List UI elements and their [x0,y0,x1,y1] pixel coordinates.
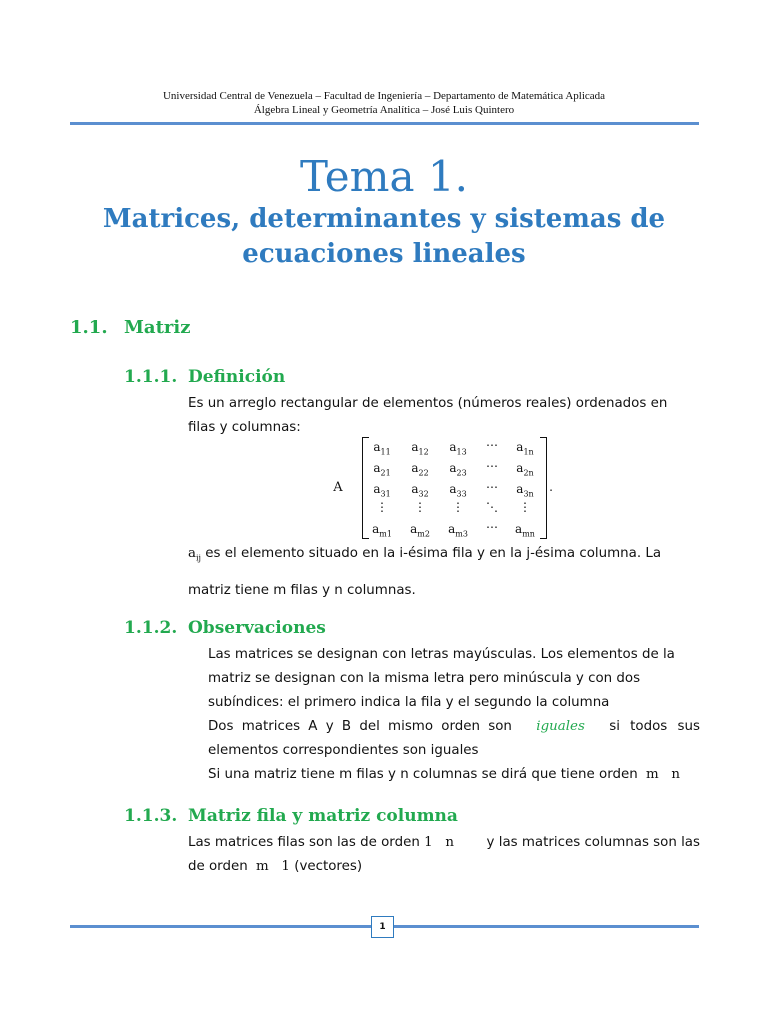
matrix-cell: $a_{31}$ [373,482,391,499]
observation-2-text-a: Dos matrices A y B del mismo orden son [208,719,512,734]
row-column-line1 [188,831,700,855]
section-1-1-number: 1.1. [70,317,108,338]
element-line2: matriz tiene m filas y n columnas. [188,582,416,598]
header-course: Álgebra Lineal y Geometría Analítica – José Luis Quintero [253,104,515,116]
matrix-cell: $a_{m3}$ [448,522,468,539]
matrix-cell: ⋯ [486,459,498,473]
matrix-cell: ⋯ [486,438,498,452]
definition-line2: filas y columnas: [188,420,301,435]
header-institution: Universidad Central de Venezuela – Facultad de Ingeniería – Departamento de Matemática Aplicada [162,90,606,102]
column-order: m 1 [255,859,290,874]
observation-3-text: Si una matriz tiene m filas y n columnas se dirá que tiene orden [208,767,638,782]
matrix-cell: $a_{12}$ [411,440,429,457]
row-column-paragraph [188,831,700,879]
matrix-cell: ⋮ [452,500,464,514]
chapter-title: Tema 1. [300,152,468,201]
matrix-cell: ⋱ [486,500,498,514]
matrix-cell: ⋮ [414,500,426,514]
section-1-1-1-number: 1.1.1. [124,367,178,387]
section-1-1-title: Matriz [124,317,191,338]
observation-1-line3: subíndices: el primero indica la fila y el segundo la columna [208,695,610,710]
matrix-cell: $a_{m1}$ [372,522,392,539]
matrix-cell: $a_{13}$ [449,440,467,457]
row-order: 1 n [424,835,454,850]
section-1-1-3-title: Matriz fila y matriz columna [188,806,458,826]
row-column-text-a: Las matrices filas son las de orden [188,835,420,850]
matrix-cell: $a_{1n}$ [516,440,534,457]
row-column-line2 [188,855,700,879]
row-column-text-d: de orden [188,859,248,874]
observation-2-line1 [208,715,700,739]
row-column-text-e: (vectores) [294,859,363,874]
chapter-subtitle-line1: Matrices, determinantes y sistemas de [102,204,666,234]
definition-paragraph [188,392,700,440]
matrix-cell: ⋯ [486,480,498,494]
matrix-cell: $a_{23}$ [449,461,467,478]
matrix-cell: ⋯ [486,520,498,534]
observation-2-text-b: si todos sus [609,719,700,734]
matrix-cell: ⋮ [519,500,531,514]
element-paragraph [188,542,700,603]
matrix-cell: $a_{21}$ [373,461,391,478]
matrix-cell: $a_{22}$ [411,461,429,478]
observation-1-line1: Las matrices se designan con letras mayúsculas. Los elementos de la [208,647,675,662]
row-column-text-c: y las matrices columnas son las [486,835,700,850]
matrix-cell: $a_{3n}$ [516,482,534,499]
page-number: 1 [371,916,394,938]
section-1-1-3-number: 1.1.3. [124,806,178,826]
matrix-cell: $a_{m2}$ [410,522,430,539]
matrix-cell: $a_{33}$ [449,482,467,499]
observation-1-line2: matriz se designan con la misma letra pero minúscula y con dos [208,671,641,686]
matrix-cell: $a_{11}$ [373,440,391,457]
matrix-cell: $a_{2n}$ [516,461,534,478]
chapter-subtitle-line2: ecuaciones lineales [242,239,526,269]
observation-2-iguales: iguales [536,719,585,734]
observation-3-order: m n [645,767,681,782]
matrix-cell: $a_{32}$ [411,482,429,499]
element-line1-text: es el elemento situado en la i-ésima fila y en la j-ésima columna. La [205,546,662,561]
matrix-trailing-period: . [549,480,553,494]
observation-3-line1 [208,763,700,787]
section-1-1-1-title: Definición [188,367,286,387]
section-1-1-2-title: Observaciones [188,618,326,638]
matrix-cell: $a_{mn}$ [515,522,535,539]
observation-2-line2: elementos correspondientes son iguales [208,743,479,758]
element-line1: $a_{ij}$ es el elemento situado en la i-ésima fila y en la j-ésima columna. La [188,546,662,563]
matrix-label: A [333,480,343,495]
definition-line1: Es un arreglo rectangular de elementos (números reales) ordenados en [188,396,668,411]
observations-list [208,643,700,787]
header-rule [70,122,699,125]
section-1-1-2-number: 1.1.2. [124,618,178,638]
matrix-cell: ⋮ [376,500,388,514]
